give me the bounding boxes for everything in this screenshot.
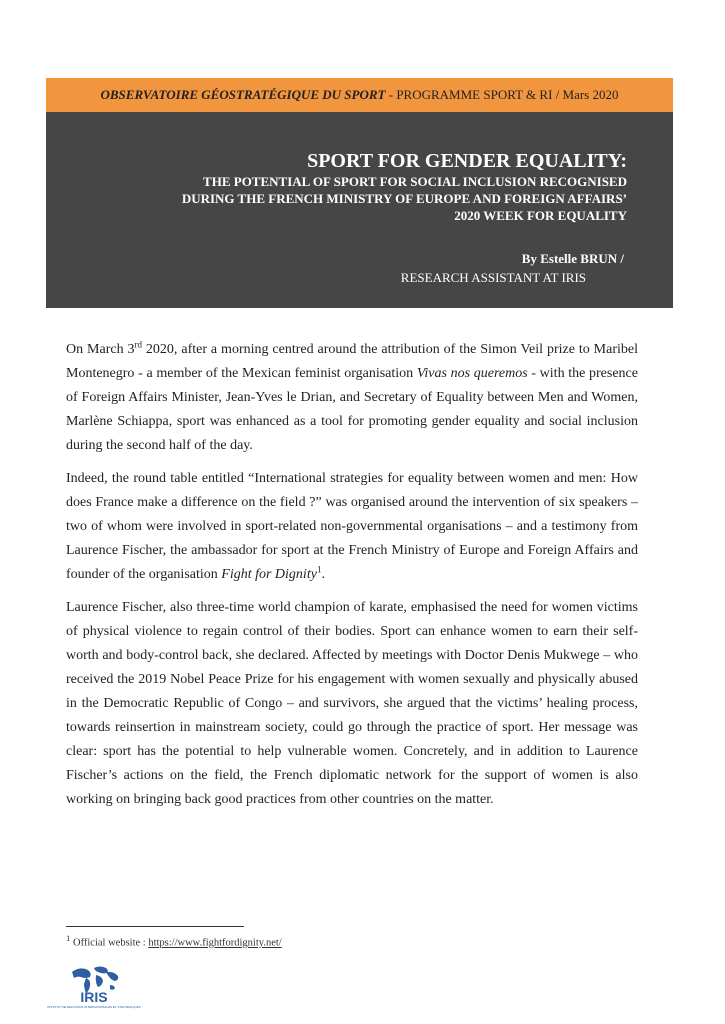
- logo-name: IRIS: [80, 989, 108, 1005]
- author-role: RESEARCH ASSISTANT AT IRIS: [400, 270, 586, 285]
- globe-logo-icon: [47, 958, 141, 1014]
- logo-tagline: INSTITUT DE RELATIONS INTERNATIONALES ET STRATÉGIQUES: [47, 1005, 141, 1009]
- article-body: [66, 338, 638, 821]
- footnote: [66, 933, 282, 949]
- paragraph: Laurence Fischer, also three-time world champion of karate, emphasised the need for women victims of physical violence to regain control of their bodies. Sport can enhance women to earn their self-worth and body-control back, she declared. Affected by meetings with Doctor Denis Mukwege – who received the 2019 Nobel Peace Prize for his engagement with women sexually and physically abused in the Democratic Republic of Congo – and survivors, she argued that the victims’ healing process, towards reinsertion in mainstream society, could go through the practice of sport. Her message was clear: sport has the potential to help vulnerable women. Concretely, and in addition to Laurence Fischer’s actions on the field, the French diplomatic network for the support of women is also working on bringing back good practices from other countries on the matter.: [66, 600, 638, 807]
- text-run: On March 3: [66, 342, 135, 357]
- title-block: [46, 112, 673, 308]
- footnote-marker: 1: [66, 933, 71, 943]
- paragraph: [66, 467, 638, 587]
- subtitle-line: 2020 WEEK FOR EQUALITY: [454, 208, 627, 223]
- footnote-label: Official website :: [70, 937, 149, 949]
- text-run: .: [321, 567, 325, 582]
- footnote-link[interactable]: https://www.fightfordignity.net/: [148, 937, 282, 949]
- organisation-name: Fight for Dignity: [221, 567, 317, 582]
- iris-logo: [47, 958, 141, 1014]
- footnote-divider: [66, 926, 244, 927]
- text-run: - with the presence of Foreign Affairs Minister, Jean-Yves le Drian, and Secretary of Equality between Men and Women, Marlène Schiappa, sport was enhanced as a tool for promoting gender equality and social inclusion during the second half of the day.: [66, 366, 638, 453]
- subtitle-line: DURING THE FRENCH MINISTRY OF EUROPE AND FOREIGN AFFAIRS’: [181, 191, 627, 206]
- document-title: SPORT FOR GENDER EQUALITY:: [307, 150, 627, 172]
- header-banner: [46, 78, 673, 112]
- text-run: Indeed, the round table entitled “International strategies for equality between women and men: How does France make a difference on the field ?” was organised around the intervention of six speakers – two of whom were involved in sport-related non-governmental organisations – and a testimony from Laurence Fischer, the ambassador for sport at the French Ministry of Europe and Foreign Affairs and founder of the organisation: [66, 471, 638, 582]
- organisation-name: Vivas nos queremos: [416, 366, 528, 381]
- text-run: 2020, after a morning centred around the attribution of the Simon Veil prize to Maribel Montenegro - a member of the Mexican feminist organisation: [66, 342, 638, 381]
- superscript: rd: [134, 339, 142, 350]
- observatory-name: OBSERVATOIRE GÉOSTRATÉGIQUE DU SPORT: [100, 87, 386, 102]
- programme-label: - PROGRAMME SPORT & RI / Mars 2020: [385, 87, 619, 102]
- subtitle-line: THE POTENTIAL OF SPORT FOR SOCIAL INCLUSION RECOGNISED: [203, 174, 627, 189]
- footnote-ref[interactable]: 1: [316, 564, 322, 575]
- author-name: By Estelle BRUN /: [521, 251, 624, 266]
- document-subtitle: [66, 173, 627, 224]
- paragraph: [66, 338, 638, 458]
